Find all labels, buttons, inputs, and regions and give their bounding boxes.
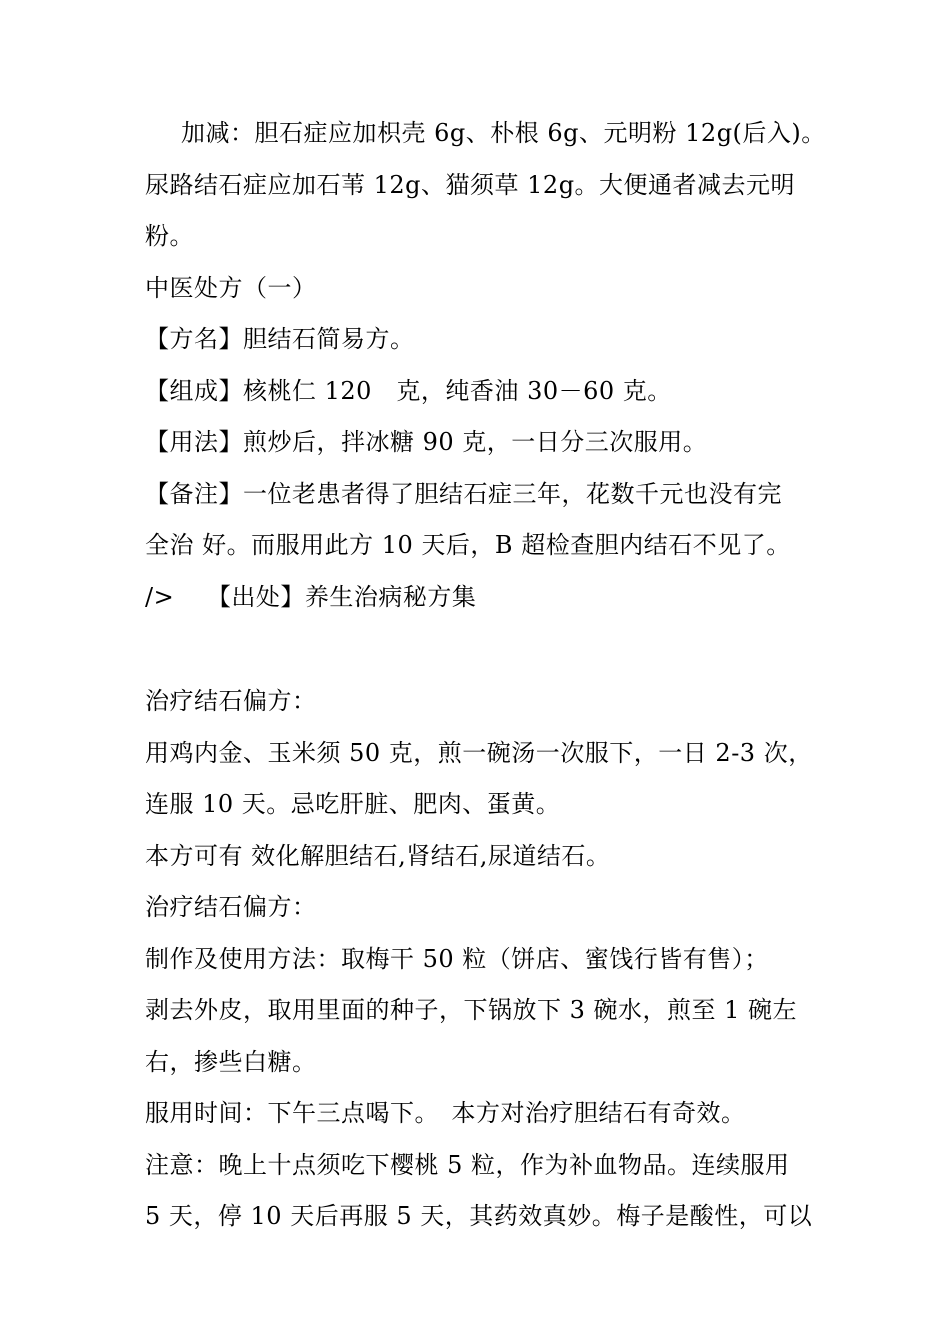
prescription-notes: 全治 好。而服用此方 10 天后，B 超检查胆内结石不见了。 <box>145 531 791 559</box>
section-remedy-two <box>145 882 815 1243</box>
section-heading: 中医处方（一） <box>145 273 317 302</box>
prescription-notes: 【备注】一位老患者得了胆结石症三年，花数千元也没有完 <box>145 479 782 508</box>
paragraph-line: 连服 10 天。忌吃肝脏、肥肉、蛋黄。 <box>145 790 561 818</box>
document-page <box>145 108 826 1243</box>
section-remedy-one <box>145 676 815 882</box>
prescription-name: 【方名】胆结石简易方。 <box>145 325 415 353</box>
prescription-usage: 【用法】煎炒后，拌冰糖 90 克，一日分三次服用。 <box>145 428 708 456</box>
section-heading: 治疗结石偏方： <box>145 893 317 921</box>
spacer <box>145 623 815 676</box>
prescription-composition: 【组成】核桃仁 120 克，纯香油 30－60 克。 <box>145 376 672 405</box>
caution-line: 注意：晚上十点须吃下樱桃 5 粒，作为补血物品。连续服用 <box>145 1150 790 1179</box>
paragraph-line: 用鸡内金、玉米须 50 克，煎一碗汤一次服下，一日 2-3 次， <box>145 738 813 767</box>
section-heading: 治疗结石偏方： <box>145 687 317 715</box>
paragraph-line: 本方可有 效化解胆结石,肾结石,尿道结石。 <box>145 841 611 870</box>
section-prescription-one <box>145 263 815 624</box>
caution-line: 5 天，停 10 天后再服 5 天，其药效真妙。梅子是酸性，可以 <box>145 1202 813 1230</box>
method-line: 制作及使用方法：取梅干 50 粒（饼店、蜜饯行皆有售）； <box>145 944 769 973</box>
paragraph-line: 尿路结石症应加石苇 12g、猫须草 12g。大便通者减去元明 <box>145 170 796 199</box>
paragraph-line: 加减：胆石症应加枳壳 6g、朴根 6g、元明粉 12g(后入)。 <box>181 119 826 147</box>
method-line: 剥去外皮，取用里面的种子，下锅放下 3 碗水，煎至 1 碗左 <box>145 996 798 1024</box>
section-additions <box>145 108 826 263</box>
paragraph-line: 粉。 <box>145 222 194 250</box>
prescription-source: /> 【出处】养生治病秘方集 <box>145 582 477 611</box>
method-line: 右，掺些白糖。 <box>145 1047 317 1076</box>
dosage-time: 服用时间：下午三点喝下。 本方对治疗胆结石有奇效。 <box>145 1099 746 1127</box>
